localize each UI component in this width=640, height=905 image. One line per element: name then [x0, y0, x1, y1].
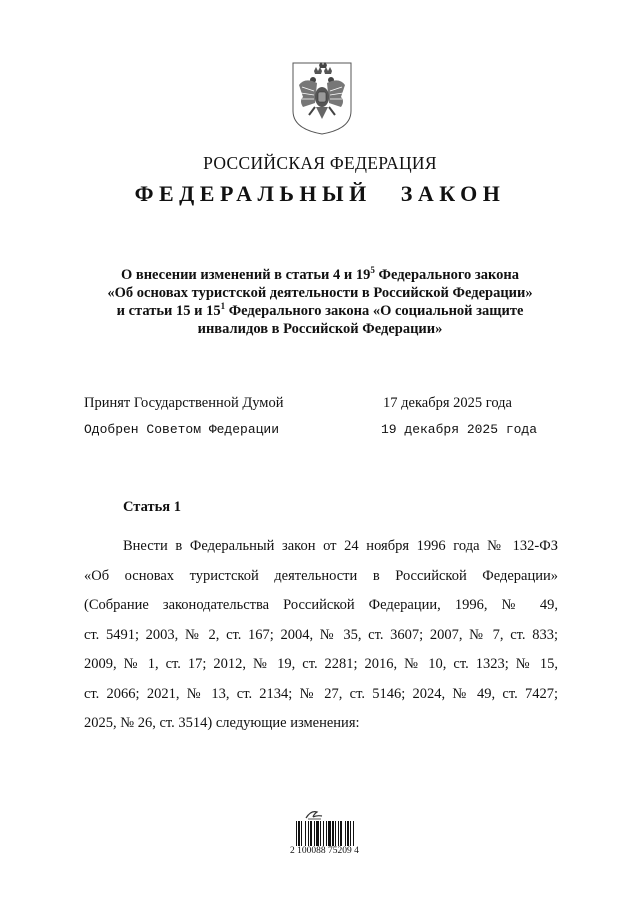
article-line: «Об основах туристской деятельности в Российской Федерации»	[84, 567, 558, 584]
law-title-line-1: О внесении изменений в статьи 4 и $19^5$ Федерального закона	[120, 265, 520, 283]
country-name: РОССИЙСКАЯ ФЕДЕРАЦИЯ	[203, 153, 437, 173]
article-line: (Собрание законодательства Российской Федерации, 1996, № 49,	[84, 597, 558, 613]
article-line: Внести в Федеральный закон от 24 ноября 1996 года № 132-ФЗ	[123, 538, 558, 554]
coat-of-arms-emblem	[291, 61, 353, 136]
barcode-number: 2 100088 75209 4	[290, 846, 359, 856]
approved-by-council-date: 19 декабря 2025 года	[381, 422, 538, 437]
article-heading: Статья 1	[123, 499, 181, 515]
document-type: ФЕДЕРАЛЬНЫЙ ЗАКОН	[134, 181, 506, 206]
adopted-by-duma-date: 17 декабря 2025 года	[383, 395, 512, 411]
article-line: ст. 2066; 2021, № 13, ст. 2134; № 27, ст. 5146; 2024, № 49, ст. 7427;	[84, 685, 558, 702]
law-title-line-3: и статьи 15 и $15^1$ Федерального закона «О социальной защите	[116, 301, 524, 319]
article-line: 2025, № 26, ст. 3514) следующие изменения:	[84, 715, 360, 731]
law-title-line-2: «Об основах туристской деятельности в Российской Федерации»	[107, 285, 533, 301]
adopted-by-duma-label: Принят Государственной Думой	[84, 395, 284, 411]
law-title-line-4: инвалидов в Российской Федерации»	[197, 321, 443, 337]
article-line: ст. 5491; 2003, № 2, ст. 167; 2004, № 35, ст. 3607; 2007, № 7, ст. 833;	[84, 626, 558, 643]
document-barcode	[290, 808, 382, 858]
barcode-bars	[296, 821, 376, 846]
law-title	[60, 266, 580, 338]
approved-by-council-label: Одобрен Советом Федерации	[84, 422, 280, 437]
logo-mark-icon	[305, 808, 323, 820]
article-line: 2009, № 1, ст. 17; 2012, № 19, ст. 2281; 2016, № 10, ст. 1323; № 15,	[84, 656, 558, 672]
article-body	[84, 532, 558, 739]
